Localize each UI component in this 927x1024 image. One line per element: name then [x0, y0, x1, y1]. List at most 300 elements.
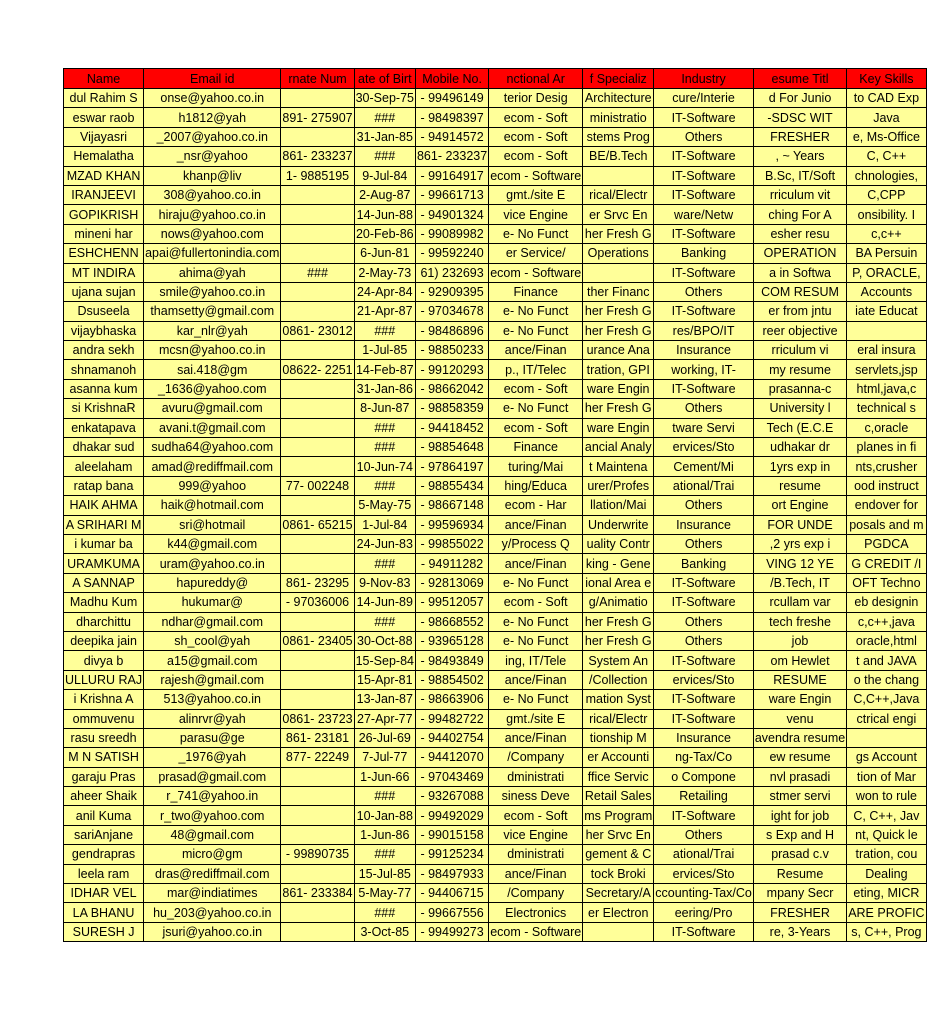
table-cell[interactable]: ffice Servic	[583, 767, 654, 786]
table-cell[interactable]: 9-Nov-83	[354, 573, 415, 592]
table-cell[interactable]: res/BPO/IT	[654, 321, 754, 340]
table-cell[interactable]: , ~ Years	[753, 147, 846, 166]
table-cell[interactable]: HAIK AHMA	[64, 496, 144, 515]
table-cell[interactable]: - 92909395	[415, 282, 488, 301]
table-cell[interactable]: GOPIKRISH	[64, 205, 144, 224]
table-cell[interactable]: sudha64@yahoo.com	[144, 438, 281, 457]
table-cell[interactable]: oracle,html	[847, 631, 926, 650]
table-cell[interactable]: vijaybhaska	[64, 321, 144, 340]
table-cell[interactable]: endover for	[847, 496, 926, 515]
table-cell[interactable]	[847, 321, 926, 340]
table-cell[interactable]: ance/Finan	[489, 554, 583, 573]
table-cell[interactable]: - 94914572	[415, 127, 488, 146]
table-cell[interactable]: siness Deve	[489, 787, 583, 806]
table-cell[interactable]: cure/Interie	[654, 89, 754, 108]
header-cell[interactable]: Name	[64, 69, 144, 89]
table-cell[interactable]: hiraju@yahoo.co.in	[144, 205, 281, 224]
table-cell[interactable]: - 98498397	[415, 108, 488, 127]
table-cell[interactable]: - 99592240	[415, 244, 488, 263]
table-cell[interactable]: rical/Electr	[583, 709, 654, 728]
table-cell[interactable]: 513@yahoo.co.in	[144, 690, 281, 709]
table-cell[interactable]: - 99125234	[415, 845, 488, 864]
table-cell[interactable]: IT-Software	[654, 651, 754, 670]
table-cell[interactable]	[281, 127, 354, 146]
table-cell[interactable]: ecom - Soft	[489, 806, 583, 825]
table-cell[interactable]: VING 12 YE	[753, 554, 846, 573]
table-cell[interactable]: ional Area e	[583, 573, 654, 592]
table-cell[interactable]	[281, 670, 354, 689]
table-cell[interactable]: c,c++,java	[847, 612, 926, 631]
table-cell[interactable]: tration, GPI	[583, 360, 654, 379]
table-cell[interactable]: 0861- 23012	[281, 321, 354, 340]
table-cell[interactable]: rriculum vit	[753, 185, 846, 204]
table-cell[interactable]: C,CPP	[847, 185, 926, 204]
table-cell[interactable]	[281, 302, 354, 321]
table-cell[interactable]	[583, 263, 654, 282]
table-cell[interactable]: ecom - Software	[489, 922, 583, 941]
table-cell[interactable]: ecom - Soft	[489, 418, 583, 437]
table-cell[interactable]: ervices/Sto	[654, 670, 754, 689]
table-cell[interactable]: Tech (E.C.E	[753, 418, 846, 437]
table-cell[interactable]: - 99890735	[281, 845, 354, 864]
table-cell[interactable]: ware/Netw	[654, 205, 754, 224]
table-cell[interactable]: kar_nlr@yah	[144, 321, 281, 340]
table-cell[interactable]: mpany Secr	[753, 884, 846, 903]
table-cell[interactable]: OPERATION	[753, 244, 846, 263]
table-cell[interactable]: e- No Funct	[489, 573, 583, 592]
table-cell[interactable]	[281, 864, 354, 883]
table-cell[interactable]: - 99855022	[415, 534, 488, 553]
table-cell[interactable]: System An	[583, 651, 654, 670]
table-cell[interactable]: _1636@yahoo.com	[144, 379, 281, 398]
table-cell[interactable]: - 98850233	[415, 341, 488, 360]
table-cell[interactable]: er Service/	[489, 244, 583, 263]
table-cell[interactable]: anil Kuma	[64, 806, 144, 825]
table-cell[interactable]: IT-Software	[654, 922, 754, 941]
table-cell[interactable]: 30-Sep-75	[354, 89, 415, 108]
table-cell[interactable]: URAMKUMA	[64, 554, 144, 573]
table-cell[interactable]: deepika jain	[64, 631, 144, 650]
table-cell[interactable]: Dsuseela	[64, 302, 144, 321]
table-cell[interactable]: Others	[654, 825, 754, 844]
table-cell[interactable]: Insurance	[654, 515, 754, 534]
table-cell[interactable]: /Company	[489, 884, 583, 903]
table-cell[interactable]: avendra resume	[753, 728, 846, 747]
table-cell[interactable]: A SANNAP	[64, 573, 144, 592]
table-cell[interactable]: Dealing	[847, 864, 926, 883]
table-cell[interactable]: - 97043469	[415, 767, 488, 786]
table-cell[interactable]: 31-Jan-85	[354, 127, 415, 146]
table-cell[interactable]	[281, 612, 354, 631]
table-cell[interactable]: e- No Funct	[489, 224, 583, 243]
table-cell[interactable]: - 94402754	[415, 728, 488, 747]
table-cell[interactable]: ###	[354, 612, 415, 631]
table-cell[interactable]: avani.t@gmail.com	[144, 418, 281, 437]
table-cell[interactable]: e- No Funct	[489, 690, 583, 709]
table-cell[interactable]: eering/Pro	[654, 903, 754, 922]
table-cell[interactable]: planes in fi	[847, 438, 926, 457]
table-cell[interactable]: BA Persuin	[847, 244, 926, 263]
table-cell[interactable]: 891- 275907	[281, 108, 354, 127]
table-cell[interactable]: 861- 23181	[281, 728, 354, 747]
table-cell[interactable]: SURESH J	[64, 922, 144, 941]
table-cell[interactable]: Finance	[489, 282, 583, 301]
table-cell[interactable]: ew resume	[753, 748, 846, 767]
table-cell[interactable]: C, C++, Jav	[847, 806, 926, 825]
table-cell[interactable]: ujana sujan	[64, 282, 144, 301]
table-cell[interactable]: 861- 23295	[281, 573, 354, 592]
table-cell[interactable]: FRESHER	[753, 903, 846, 922]
table-cell[interactable]: IT-Software	[654, 709, 754, 728]
table-cell[interactable]: 21-Apr-87	[354, 302, 415, 321]
table-cell[interactable]: 6-Jun-81	[354, 244, 415, 263]
table-cell[interactable]: ministratio	[583, 108, 654, 127]
table-cell[interactable]: o Compone	[654, 767, 754, 786]
table-cell[interactable]: C, C++	[847, 147, 926, 166]
table-cell[interactable]: Insurance	[654, 341, 754, 360]
table-cell[interactable]	[281, 185, 354, 204]
table-cell[interactable]: - 99661713	[415, 185, 488, 204]
table-cell[interactable]: Operations	[583, 244, 654, 263]
table-cell[interactable]: - 98667148	[415, 496, 488, 515]
table-cell[interactable]: reer objective	[753, 321, 846, 340]
table-cell[interactable]: er Srvc En	[583, 205, 654, 224]
table-cell[interactable]: IT-Software	[654, 806, 754, 825]
table-cell[interactable]: - 99120293	[415, 360, 488, 379]
table-cell[interactable]: ecom - Software	[489, 263, 583, 282]
table-cell[interactable]: ort Engine	[753, 496, 846, 515]
table-cell[interactable]: Banking	[654, 554, 754, 573]
table-cell[interactable]: her Fresh G	[583, 321, 654, 340]
table-cell[interactable]: dhakar sud	[64, 438, 144, 457]
table-cell[interactable]: king - Gene	[583, 554, 654, 573]
table-cell[interactable]: sariAnjane	[64, 825, 144, 844]
header-cell[interactable]: Mobile No.	[415, 69, 488, 89]
table-cell[interactable]: hu_203@yahoo.co.in	[144, 903, 281, 922]
table-cell[interactable]: - 98668552	[415, 612, 488, 631]
table-cell[interactable]: ecom - Soft	[489, 127, 583, 146]
table-cell[interactable]: tionship M	[583, 728, 654, 747]
table-cell[interactable]: 26-Jul-69	[354, 728, 415, 747]
table-cell[interactable]: dras@rediffmail.com	[144, 864, 281, 883]
table-cell[interactable]	[281, 496, 354, 515]
table-cell[interactable]: ###	[354, 418, 415, 437]
table-cell[interactable]	[281, 903, 354, 922]
table-cell[interactable]: Others	[654, 496, 754, 515]
table-cell[interactable]: - 97036006	[281, 593, 354, 612]
table-cell[interactable]: gendrapras	[64, 845, 144, 864]
table-cell[interactable]: khanp@liv	[144, 166, 281, 185]
table-cell[interactable]	[281, 554, 354, 573]
table-cell[interactable]	[281, 651, 354, 670]
table-cell[interactable]: Hemalatha	[64, 147, 144, 166]
table-cell[interactable]: p., IT/Telec	[489, 360, 583, 379]
table-cell[interactable]: 2-Aug-87	[354, 185, 415, 204]
table-cell[interactable]	[281, 89, 354, 108]
table-cell[interactable]: C,C++,Java	[847, 690, 926, 709]
table-cell[interactable]: Banking	[654, 244, 754, 263]
table-cell[interactable]: e, Ms-Office	[847, 127, 926, 146]
table-cell[interactable]	[281, 787, 354, 806]
table-cell[interactable]: MT INDIRA	[64, 263, 144, 282]
table-cell[interactable]: eb designin	[847, 593, 926, 612]
table-cell[interactable]: ance/Finan	[489, 728, 583, 747]
table-cell[interactable]: ecom - Software	[489, 166, 583, 185]
table-cell[interactable]	[847, 728, 926, 747]
table-cell[interactable]: ational/Trai	[654, 476, 754, 495]
table-cell[interactable]: MZAD KHAN	[64, 166, 144, 185]
table-cell[interactable]: s, C++, Prog	[847, 922, 926, 941]
table-cell[interactable]: thamsetty@gmail.com	[144, 302, 281, 321]
table-cell[interactable]: ahima@yah	[144, 263, 281, 282]
table-cell[interactable]: 5-May-75	[354, 496, 415, 515]
table-cell[interactable]	[281, 534, 354, 553]
header-cell[interactable]: Email id	[144, 69, 281, 89]
table-cell[interactable]: Retailing	[654, 787, 754, 806]
table-cell[interactable]: h1812@yah	[144, 108, 281, 127]
table-cell[interactable]: _1976@yah	[144, 748, 281, 767]
table-cell[interactable]: - 98854648	[415, 438, 488, 457]
table-cell[interactable]: 1-Jul-84	[354, 515, 415, 534]
table-cell[interactable]	[281, 438, 354, 457]
table-cell[interactable]	[281, 457, 354, 476]
table-cell[interactable]: 1-Jun-66	[354, 767, 415, 786]
table-cell[interactable]: - 99499273	[415, 922, 488, 941]
table-cell[interactable]: alinrvr@yah	[144, 709, 281, 728]
table-cell[interactable]: r_741@yahoo.in	[144, 787, 281, 806]
table-cell[interactable]: ESHCHENN	[64, 244, 144, 263]
table-cell[interactable]: c,oracle	[847, 418, 926, 437]
table-cell[interactable]: IT-Software	[654, 185, 754, 204]
table-cell[interactable]: 1yrs exp in	[753, 457, 846, 476]
table-cell[interactable]	[281, 825, 354, 844]
table-cell[interactable]: ###	[354, 476, 415, 495]
table-cell[interactable]: amad@rediffmail.com	[144, 457, 281, 476]
table-cell[interactable]: 861- 233237	[281, 147, 354, 166]
header-cell[interactable]: Key Skills	[847, 69, 926, 89]
table-cell[interactable]: eswar raob	[64, 108, 144, 127]
table-cell[interactable]: jsuri@yahoo.co.in	[144, 922, 281, 941]
table-cell[interactable]: 0861- 23405	[281, 631, 354, 650]
table-cell[interactable]: o the chang	[847, 670, 926, 689]
table-cell[interactable]: 1- 9885195	[281, 166, 354, 185]
table-cell[interactable]: /Collection	[583, 670, 654, 689]
table-cell[interactable]: micro@gm	[144, 845, 281, 864]
table-cell[interactable]: s Exp and H	[753, 825, 846, 844]
table-cell[interactable]: asanna kum	[64, 379, 144, 398]
table-cell[interactable]: k44@gmail.com	[144, 534, 281, 553]
table-cell[interactable]: IT-Software	[654, 108, 754, 127]
table-cell[interactable]: Others	[654, 534, 754, 553]
table-cell[interactable]: hukumar@	[144, 593, 281, 612]
table-cell[interactable]: Secretary/A	[583, 884, 654, 903]
table-cell[interactable]: 2-May-73	[354, 263, 415, 282]
table-cell[interactable]: prasanna-c	[753, 379, 846, 398]
table-cell[interactable]: om Hewlet	[753, 651, 846, 670]
table-cell[interactable]: 308@yahoo.co.in	[144, 185, 281, 204]
table-cell[interactable]: er Accounti	[583, 748, 654, 767]
table-cell[interactable]: RESUME	[753, 670, 846, 689]
table-cell[interactable]: her Fresh G	[583, 224, 654, 243]
table-cell[interactable]: University l	[753, 399, 846, 418]
table-cell[interactable]: her Fresh G	[583, 612, 654, 631]
table-cell[interactable]: IT-Software	[654, 147, 754, 166]
header-cell[interactable]: ate of Birt	[354, 69, 415, 89]
table-cell[interactable]: eting, MICR	[847, 884, 926, 903]
table-cell[interactable]: ational/Trai	[654, 845, 754, 864]
table-cell[interactable]: BE/B.Tech	[583, 147, 654, 166]
table-cell[interactable]: ther Financ	[583, 282, 654, 301]
table-cell[interactable]: ###	[281, 263, 354, 282]
table-cell[interactable]: stems Prog	[583, 127, 654, 146]
table-cell[interactable]: nts,crusher	[847, 457, 926, 476]
table-cell[interactable]: nows@yahoo.com	[144, 224, 281, 243]
table-cell[interactable]: 15-Apr-81	[354, 670, 415, 689]
table-cell[interactable]: mation Syst	[583, 690, 654, 709]
table-cell[interactable]: esher resu	[753, 224, 846, 243]
table-cell[interactable]: ecom - Soft	[489, 147, 583, 166]
table-cell[interactable]: dministrati	[489, 845, 583, 864]
table-cell[interactable]: her Srvc En	[583, 825, 654, 844]
table-cell[interactable]: udhakar dr	[753, 438, 846, 457]
table-cell[interactable]: 30-Oct-88	[354, 631, 415, 650]
table-cell[interactable]: garaju Pras	[64, 767, 144, 786]
table-cell[interactable]: er from jntu	[753, 302, 846, 321]
table-cell[interactable]: - 93267088	[415, 787, 488, 806]
table-cell[interactable]	[281, 341, 354, 360]
table-cell[interactable]: ecom - Soft	[489, 379, 583, 398]
table-cell[interactable]: _2007@yahoo.co.in	[144, 127, 281, 146]
table-cell[interactable]: Finance	[489, 438, 583, 457]
table-cell[interactable]: - 94911282	[415, 554, 488, 573]
table-cell[interactable]: turing/Mai	[489, 457, 583, 476]
table-cell[interactable]: - 99164917	[415, 166, 488, 185]
table-cell[interactable]: Electronics	[489, 903, 583, 922]
table-cell[interactable]: ccounting-Tax/Co	[654, 884, 754, 903]
table-cell[interactable]: ###	[354, 554, 415, 573]
table-cell[interactable]: /Company	[489, 748, 583, 767]
table-cell[interactable]: ervices/Sto	[654, 864, 754, 883]
table-cell[interactable]: andra sekh	[64, 341, 144, 360]
table-cell[interactable]	[281, 205, 354, 224]
table-cell[interactable]	[281, 690, 354, 709]
table-cell[interactable]: e- No Funct	[489, 302, 583, 321]
table-cell[interactable]: ecom - Har	[489, 496, 583, 515]
table-cell[interactable]: her Fresh G	[583, 631, 654, 650]
table-cell[interactable]: - 98854502	[415, 670, 488, 689]
table-cell[interactable]: parasu@ge	[144, 728, 281, 747]
table-cell[interactable]: Accounts	[847, 282, 926, 301]
table-cell[interactable]: leela ram	[64, 864, 144, 883]
table-cell[interactable]: uality Contr	[583, 534, 654, 553]
table-cell[interactable]: - 99496149	[415, 89, 488, 108]
table-cell[interactable]: - 98855434	[415, 476, 488, 495]
table-cell[interactable]: Java	[847, 108, 926, 127]
table-cell[interactable]: - 97864197	[415, 457, 488, 476]
table-cell[interactable]: rriculum vi	[753, 341, 846, 360]
table-cell[interactable]: - 98493849	[415, 651, 488, 670]
table-cell[interactable]: 14-Feb-87	[354, 360, 415, 379]
table-cell[interactable]: rical/Electr	[583, 185, 654, 204]
table-cell[interactable]: ,2 yrs exp i	[753, 534, 846, 553]
table-cell[interactable]: ervices/Sto	[654, 438, 754, 457]
table-cell[interactable]: A SRIHARI M	[64, 515, 144, 534]
table-cell[interactable]	[281, 244, 354, 263]
table-cell[interactable]: avuru@gmail.com	[144, 399, 281, 418]
table-cell[interactable]: servlets,jsp	[847, 360, 926, 379]
table-cell[interactable]: Others	[654, 612, 754, 631]
table-cell[interactable]: Others	[654, 127, 754, 146]
table-cell[interactable]: prasad c.v	[753, 845, 846, 864]
table-cell[interactable]: - 98663906	[415, 690, 488, 709]
table-cell[interactable]: aleelaham	[64, 457, 144, 476]
table-cell[interactable]: t and JAVA	[847, 651, 926, 670]
table-cell[interactable]: enkatapava	[64, 418, 144, 437]
table-cell[interactable]: 877- 22249	[281, 748, 354, 767]
table-cell[interactable]: apai@fullertonindia.com	[144, 244, 281, 263]
table-cell[interactable]: 5-May-77	[354, 884, 415, 903]
table-cell[interactable]: vice Engine	[489, 825, 583, 844]
table-cell[interactable]: ance/Finan	[489, 515, 583, 534]
table-cell[interactable]: Cement/Mi	[654, 457, 754, 476]
table-cell[interactable]: technical s	[847, 399, 926, 418]
table-cell[interactable]	[281, 418, 354, 437]
table-cell[interactable]: resume	[753, 476, 846, 495]
table-cell[interactable]	[583, 922, 654, 941]
table-cell[interactable]: - 94406715	[415, 884, 488, 903]
table-cell[interactable]: a15@gmail.com	[144, 651, 281, 670]
table-cell[interactable]: working, IT-	[654, 360, 754, 379]
header-cell[interactable]: Industry	[654, 69, 754, 89]
table-cell[interactable]: tion of Mar	[847, 767, 926, 786]
table-cell[interactable]	[281, 379, 354, 398]
table-cell[interactable]: smile@yahoo.co.in	[144, 282, 281, 301]
table-cell[interactable]: 15-Sep-84	[354, 651, 415, 670]
table-cell[interactable]: gement & C	[583, 845, 654, 864]
table-cell[interactable]: - 99089982	[415, 224, 488, 243]
table-cell[interactable]: iate Educat	[847, 302, 926, 321]
table-cell[interactable]: ndhar@gmail.com	[144, 612, 281, 631]
header-cell[interactable]: f Specializ	[583, 69, 654, 89]
table-cell[interactable]: 24-Apr-84	[354, 282, 415, 301]
table-cell[interactable]: 14-Jun-89	[354, 593, 415, 612]
table-cell[interactable]: i Krishna A	[64, 690, 144, 709]
table-cell[interactable]: IT-Software	[654, 690, 754, 709]
table-cell[interactable]: ware Engin	[753, 690, 846, 709]
table-cell[interactable]: - 99596934	[415, 515, 488, 534]
table-cell[interactable]: IRANJEEVI	[64, 185, 144, 204]
table-cell[interactable]: 10-Jan-88	[354, 806, 415, 825]
table-cell[interactable]: mcsn@yahoo.co.in	[144, 341, 281, 360]
table-cell[interactable]: - 98486896	[415, 321, 488, 340]
table-cell[interactable]: ###	[354, 438, 415, 457]
table-cell[interactable]: - 99015158	[415, 825, 488, 844]
table-cell[interactable]: prasad@gmail.com	[144, 767, 281, 786]
table-cell[interactable]: haik@hotmail.com	[144, 496, 281, 515]
table-cell[interactable]: ance/Finan	[489, 670, 583, 689]
table-cell[interactable]: ###	[354, 903, 415, 922]
table-cell[interactable]: 27-Apr-77	[354, 709, 415, 728]
table-cell[interactable]: ware Engin	[583, 418, 654, 437]
table-cell[interactable]: 999@yahoo	[144, 476, 281, 495]
table-cell[interactable]: 13-Jan-87	[354, 690, 415, 709]
table-cell[interactable]: Insurance	[654, 728, 754, 747]
table-cell[interactable]: 48@gmail.com	[144, 825, 281, 844]
table-cell[interactable]: - 94901324	[415, 205, 488, 224]
table-cell[interactable]: IT-Software	[654, 263, 754, 282]
table-cell[interactable]: uram@yahoo.co.in	[144, 554, 281, 573]
table-cell[interactable]: Others	[654, 631, 754, 650]
